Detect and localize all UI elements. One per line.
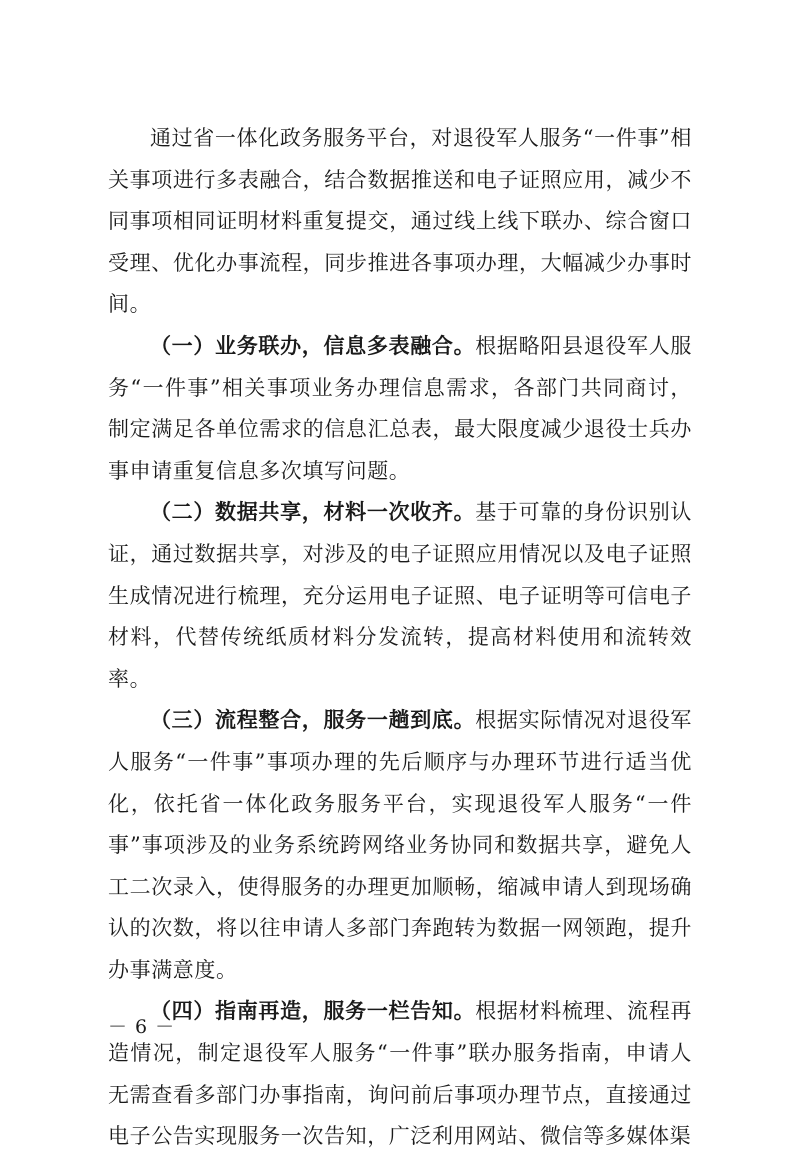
section-2-text: 基于可靠的身份识别认证，通过数据共享，对涉及的电子证照应用情况以及电子证照生成情况进行梳理，充分运用电子证照、电子证明等可信电子材料，代替传统纸质材料分发流转，提高材料使用和流转效率。: [108, 500, 692, 691]
page-number: － 6 －: [108, 1016, 176, 1038]
paragraph-section-2: [108, 492, 692, 700]
section-3-heading: （三）流程整合，服务一趟到底。: [150, 708, 476, 733]
paragraph-section-4: [108, 991, 692, 1157]
section-4-heading: （四）指南再造，服务一栏告知。: [150, 999, 476, 1024]
section-1-heading: （一）业务联办，信息多表融合。: [150, 333, 476, 358]
paragraph-section-1: [108, 326, 692, 492]
paragraph-section-3: [108, 700, 692, 991]
paragraph-intro-text: 通过省一体化政务服务平台，对退役军人服务“一件事”相关事项进行多表融合，结合数据推送和电子证照应用，减少不同事项相同证明材料重复提交，通过线上线下联办、综合窗口受理、优化办事流程，同步推进各事项办理，大幅减少办事时间。: [108, 126, 692, 317]
paragraph-intro: [108, 118, 692, 326]
section-1-text: 根据略阳县退役军人服务“一件事”相关事项业务办理信息需求，各部门共同商讨，制定满足各单位需求的信息汇总表，最大限度减少退役士兵办事申请重复信息多次填写问题。: [108, 333, 692, 483]
body-text: [108, 118, 692, 1158]
section-2-heading: （二）数据共享，材料一次收齐。: [150, 500, 476, 525]
section-4-text: 根据材料梳理、流程再造情况，制定退役军人服务“一件事”联办服务指南，申请人无需查看多部门办事指南，询问前后事项办理节点，直接通过电子公告实现服务一次告知，广泛利用网站、微信等多媒体渠: [108, 999, 692, 1149]
section-3-text: 根据实际情况对退役军人服务“一件事”事项办理的先后顺序与办理环节进行适当优化，依托省一体化政务服务平台，实现退役军人服务“一件事”事项涉及的业务系统跨网络业务协同和数据共享，避免人工二次录入，使得服务的办理更加顺畅，缩减申请人到现场确认的次数，将以往申请人多部门奔跑转为数据一网领跑，提升办事满意度。: [108, 708, 692, 982]
